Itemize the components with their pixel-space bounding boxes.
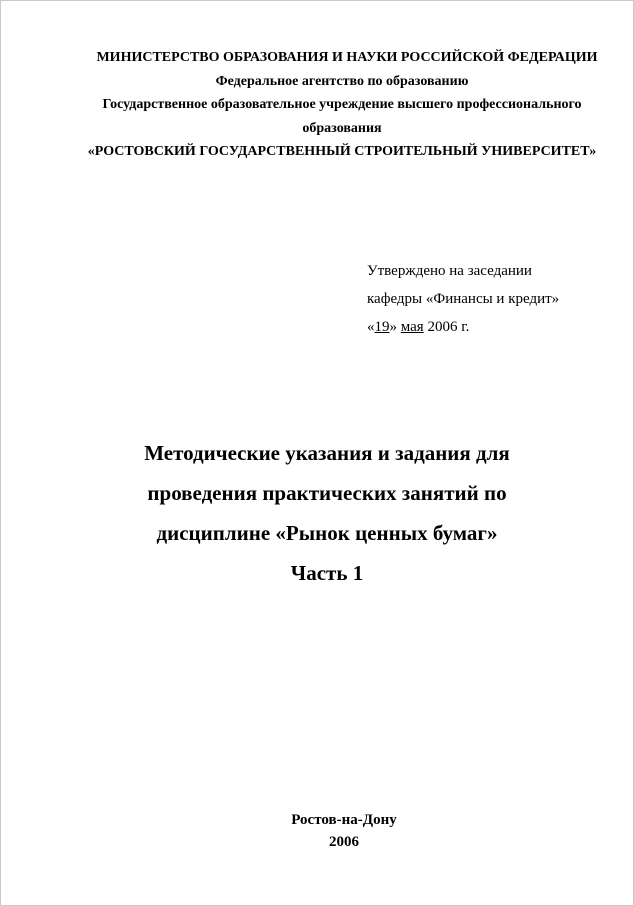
date-close-quote: » <box>389 319 397 335</box>
institution-type-line-1: Государственное образовательное учреждение высшего профессионального <box>102 97 582 112</box>
publication-city: Ростов-на-Дону <box>291 812 397 828</box>
approval-line-1: Утверждено на заседании <box>367 263 532 279</box>
institution-header <box>1 46 634 164</box>
title-line-3: дисциплине «Рынок ценных бумаг» <box>156 521 498 545</box>
date-day: 19 <box>374 319 390 335</box>
approval-line-2: кафедры «Финансы и кредит» <box>367 291 560 307</box>
date-month: мая <box>400 319 424 335</box>
institution-type-line-2: образования <box>302 120 382 136</box>
publication-year: 2006 <box>329 834 359 850</box>
date-open-quote: « <box>367 319 375 335</box>
publication-footer <box>1 809 634 853</box>
title-line-2: проведения практических занятий по <box>147 481 507 505</box>
approval-block <box>367 257 559 341</box>
agency-name: Федеральное агентство по образованию <box>215 73 469 89</box>
university-name: «РОСТОВСКИЙ ГОСУДАРСТВЕННЫЙ СТРОИТЕЛЬНЫЙ УНИВЕРСИТЕТ» <box>87 144 597 159</box>
part-label: Часть 1 <box>290 561 364 585</box>
document-title <box>1 433 634 593</box>
title-line-1: Методические указания и задания для <box>144 441 510 465</box>
approval-date <box>367 313 559 341</box>
date-year: 2006 г. <box>427 319 470 335</box>
ministry-name: МИНИСТЕРСТВО ОБРАЗОВАНИЯ И НАУКИ РОССИЙСКОЙ ФЕДЕРАЦИИ <box>96 50 598 65</box>
